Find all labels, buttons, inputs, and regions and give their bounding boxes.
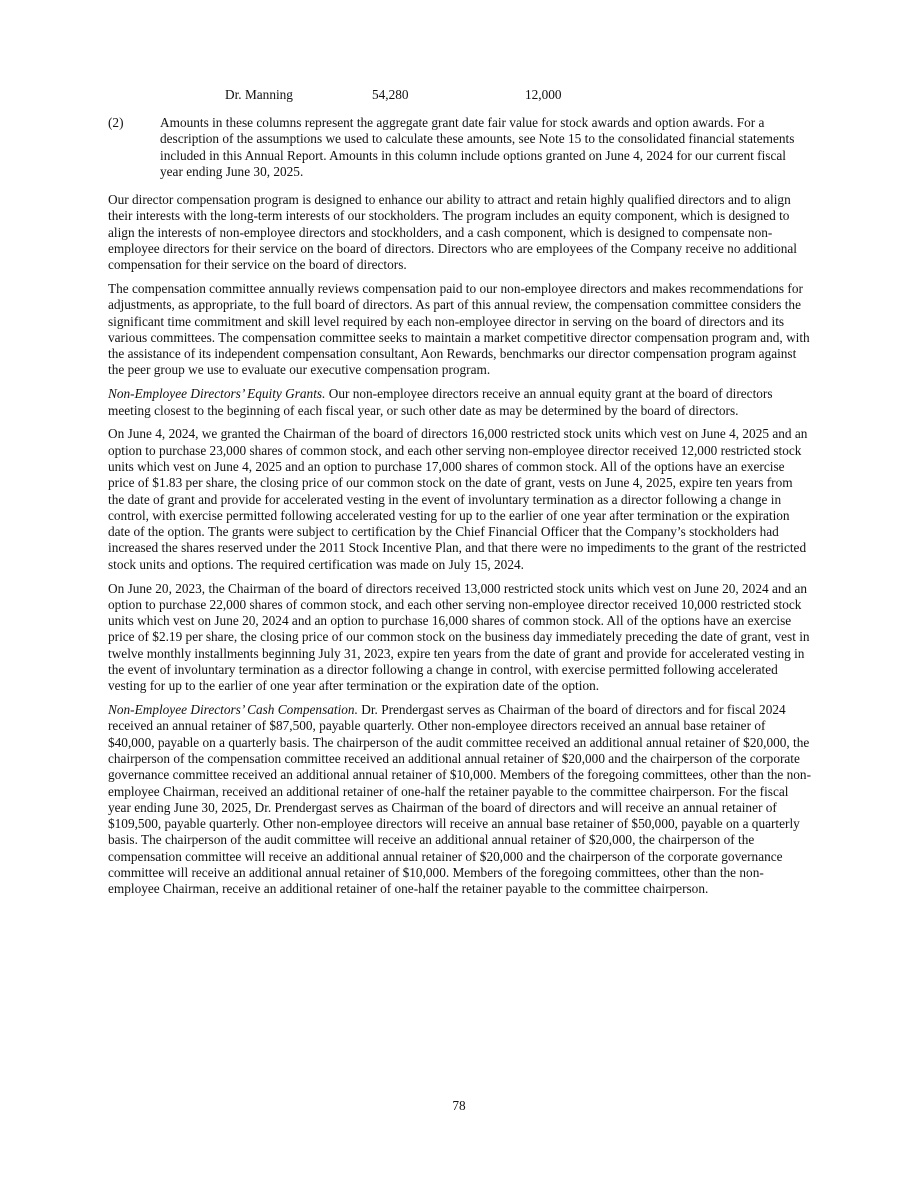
paragraph <box>108 281 812 379</box>
paragraph-text: On June 20, 2023, the Chairman of the board of directors received 13,000 restricted stock units which vest on June 20, 2024 and an option to purchase 22,000 shares of common stock, and each other serving non-employee director received 10,000 restricted stock units which vest on June 20, 2024 and an option to purchase 16,000 shares of common stock. All of the options have an exercise price of $2.19 per share, the closing price of our common stock on the business day immediately preceding the date of grant, vest in twelve monthly installments beginning July 31, 2023, expire ten years from the date of grant and provide for accelerated vesting in the event of involuntary termination as a director following a change in control, with exercise permitted following accelerated vesting for up to the earlier of one year after termination or the expiration date of the option. <box>108 580 810 694</box>
paragraph <box>108 386 812 419</box>
director-name-cell: Dr. Manning <box>225 87 293 102</box>
paragraph-text: Our non-employee directors receive an annual equity grant at the board of directors meeting closest to the beginning of each fiscal year, or such other date as may be determined by the board of directors. <box>108 386 773 418</box>
paragraph-text: The compensation committee annually reviews compensation paid to our non-employee directors and makes recommendations for adjustments, as appropriate, to the full board of directors. As part of this annual review, the compensation committee considers the significant time commitment and skill level required by each non-employee director in serving on the board of directors and its various committees. The compensation committee seeks to maintain a market competitive director compensation program and, with the assistance of its independent compensation consultant, Aon Rewards, benchmarks our director compensation program against the peer group we use to evaluate our executive compensation program. <box>108 280 810 378</box>
footnote-text: Amounts in these columns represent the aggregate grant date fair value for stock awards and option awards. For a description of the assumptions we used to calculate these amounts, see Note 15 to the consolidated financial statements included in this Annual Report. Amounts in this column include options granted on June 4, 2024 for our current fiscal year ending June 30, 2025. <box>160 115 795 179</box>
paragraph-lead: Non-Employee Directors’ Equity Grants. <box>108 386 326 402</box>
paragraph-lead: Non-Employee Directors’ Cash Compensation. <box>108 702 358 718</box>
option-awards-cell: 12,000 <box>525 87 562 102</box>
stock-awards-cell: 54,280 <box>372 87 409 102</box>
paragraph <box>108 426 812 573</box>
paragraph <box>108 192 812 273</box>
footnote <box>108 115 812 180</box>
paragraph-text: Dr. Prendergast serves as Chairman of the board of directors and for fiscal 2024 received an annual retainer of $87,500, payable quarterly. Other non-employee directors received an annual base retainer of $40,000, payable on a quarterly basis. The chairperson of the audit committee received an additional annual retainer of $20,000, the chairperson of the compensation committee received an additional annual retainer of $20,000 and the chairperson of the corporate governance committee received an additional annual retainer of $10,000. Members of the foregoing committees, other than the non-employee Chairman, received an additional retainer of one-half the retainer payable to the committee chairperson. For the fiscal year ending June 30, 2025, Dr. Prendergast serves as Chairman of the board of directors and will receive an annual retainer of $109,500, payable quarterly. Other non-employee directors will receive an annual base retainer of $50,000, payable on a quarterly basis. The chairperson of the audit committee will receive an additional annual retainer of $20,000, the chairperson of the compensation committee will receive an additional annual retainer of $20,000 and the chairperson of the corporate governance committee will receive an additional annual retainer of $10,000. Members of the foregoing committees, other than the non-employee Chairman, receive an additional retainer of one-half the retainer payable to the committee chairperson. <box>108 702 812 897</box>
body-text <box>108 192 812 905</box>
footnote-number: (2) <box>108 115 124 130</box>
paragraph-text: On June 4, 2024, we granted the Chairman of the board of directors 16,000 restricted stock units which vest on June 4, 2025 and an option to purchase 23,000 shares of common stock, and each other serving non-employee director received 12,000 restricted stock units which vest on June 4, 2025 and an option to purchase 17,000 shares of common stock. All of the options have an exercise price of $1.83 per share, the closing price of our common stock on the date of grant, vests on June 4, 2025, expire ten years from the date of grant and provide for accelerated vesting in the event of involuntary termination as a director following a change in control, with exercise permitted following accelerated vesting for up to the earlier of one year after termination or the expiration date of the option. The grants were subject to certification by the Chief Financial Officer that the Company’s stockholders had increased the shares reserved under the 2011 Stock Incentive Plan, and that there were no impediments to the grant of the restricted stock units and options. The required certification was made on July 15, 2024. <box>108 426 808 572</box>
page-number: 78 <box>452 1098 466 1113</box>
table-row <box>0 87 918 105</box>
paragraph <box>108 702 812 898</box>
paragraph <box>108 581 812 695</box>
paragraph-text: Our director compensation program is designed to enhance our ability to attract and retain highly qualified directors and to align their interests with the long-term interests of our stockholders. The program includes an equity component, which is designed to align the interests of non-employee directors and stockholders, and a cash component, which is designed to compensate non-employee directors for their service on the board of directors. Directors who are employees of the Company receive no additional compensation for their service on the board of directors. <box>108 192 797 273</box>
